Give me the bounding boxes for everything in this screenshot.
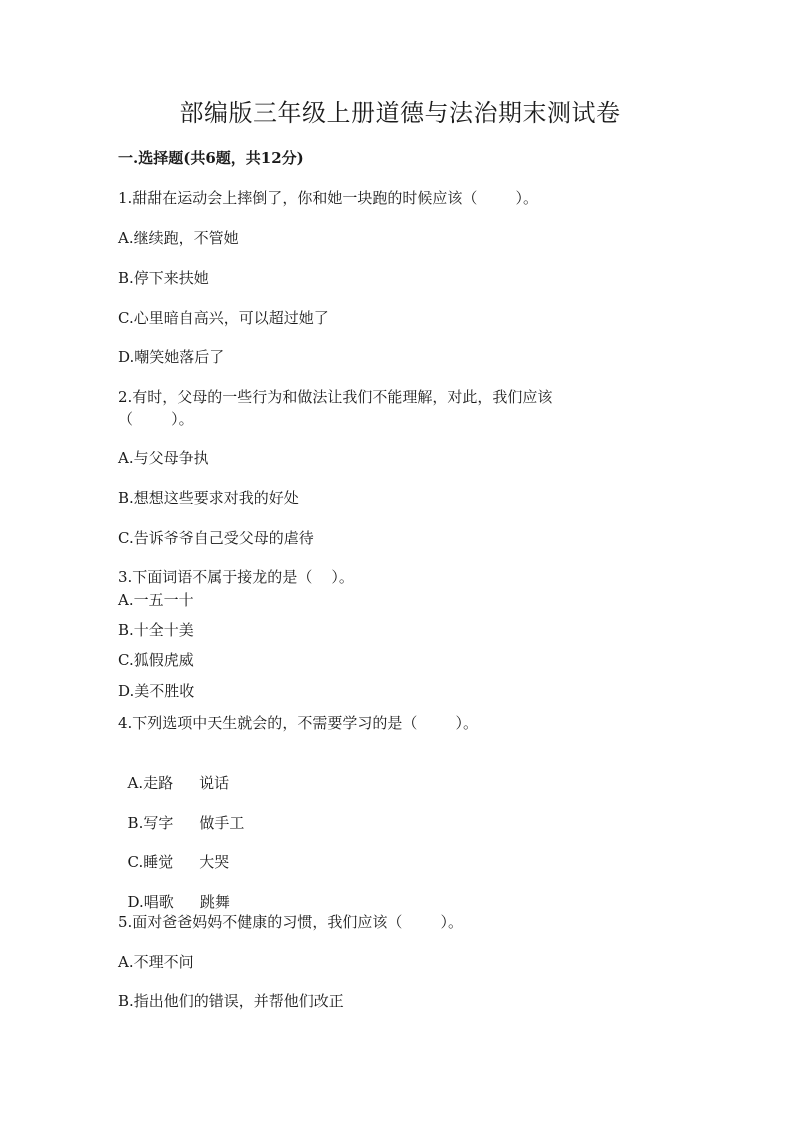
question-2-option-a: A.与父母争执 [118,449,209,467]
page-title: 部编版三年级上册道德与法治期末测试卷 [179,99,621,127]
question-2-option-c: C.告诉爷爷自己受父母的虐待 [118,529,314,547]
question-2-stem-line-1: 2.有时，父母的一些行为和做法让我们不能理解，对此，我们应该 [118,388,553,406]
question-4-option-c-first: C.睡觉 [127,853,174,871]
section-heading-multiple-choice: 一.选择题(共6题，共12分) [118,149,304,167]
question-4-option-b [118,793,244,833]
question-4-option-c-second: 大哭 [199,853,230,871]
question-4-option-b-first: B.写字 [127,814,174,832]
question-4-option-d-second: 跳舞 [199,893,230,911]
question-5-stem: 5.面对爸爸妈妈不健康的习惯，我们应该（ ）。 [118,913,463,931]
question-4-option-b-second: 做手工 [199,814,245,832]
question-4-option-d [118,872,230,912]
question-3-stem: 3.下面词语不属于接龙的是（ ）。 [118,568,354,586]
question-4-option-c [118,832,229,872]
question-4-option-a-second: 说话 [199,774,230,792]
question-1-option-c: C.心里暗自高兴，可以超过她了 [118,309,329,327]
question-1-stem: 1.甜甜在运动会上摔倒了，你和她一块跑的时候应该（ ）。 [118,189,538,207]
question-3-option-a: A.一五一十 [118,591,194,609]
question-1-option-d: D.嘲笑她落后了 [118,348,225,366]
question-4-stem: 4.下列选项中天生就会的，不需要学习的是（ ）。 [118,714,478,732]
question-3-option-c: C.狐假虎威 [118,651,194,669]
question-3-option-d: D.美不胜收 [118,682,195,700]
question-5-option-b: B.指出他们的错误，并帮他们改正 [118,992,344,1010]
question-3-option-b: B.十全十美 [118,621,194,639]
question-1-option-b: B.停下来扶她 [118,269,209,287]
question-1-option-a: A.继续跑，不管她 [118,229,239,247]
question-5-option-a: A.不理不问 [118,953,194,971]
question-4-option-a [118,753,229,793]
question-2-stem-line-2: （ ）。 [118,410,194,428]
question-4-option-a-first: A.走路 [127,774,174,792]
question-4-option-d-first: D.唱歌 [127,893,174,911]
question-2-option-b: B.想想这些要求对我的好处 [118,489,299,507]
